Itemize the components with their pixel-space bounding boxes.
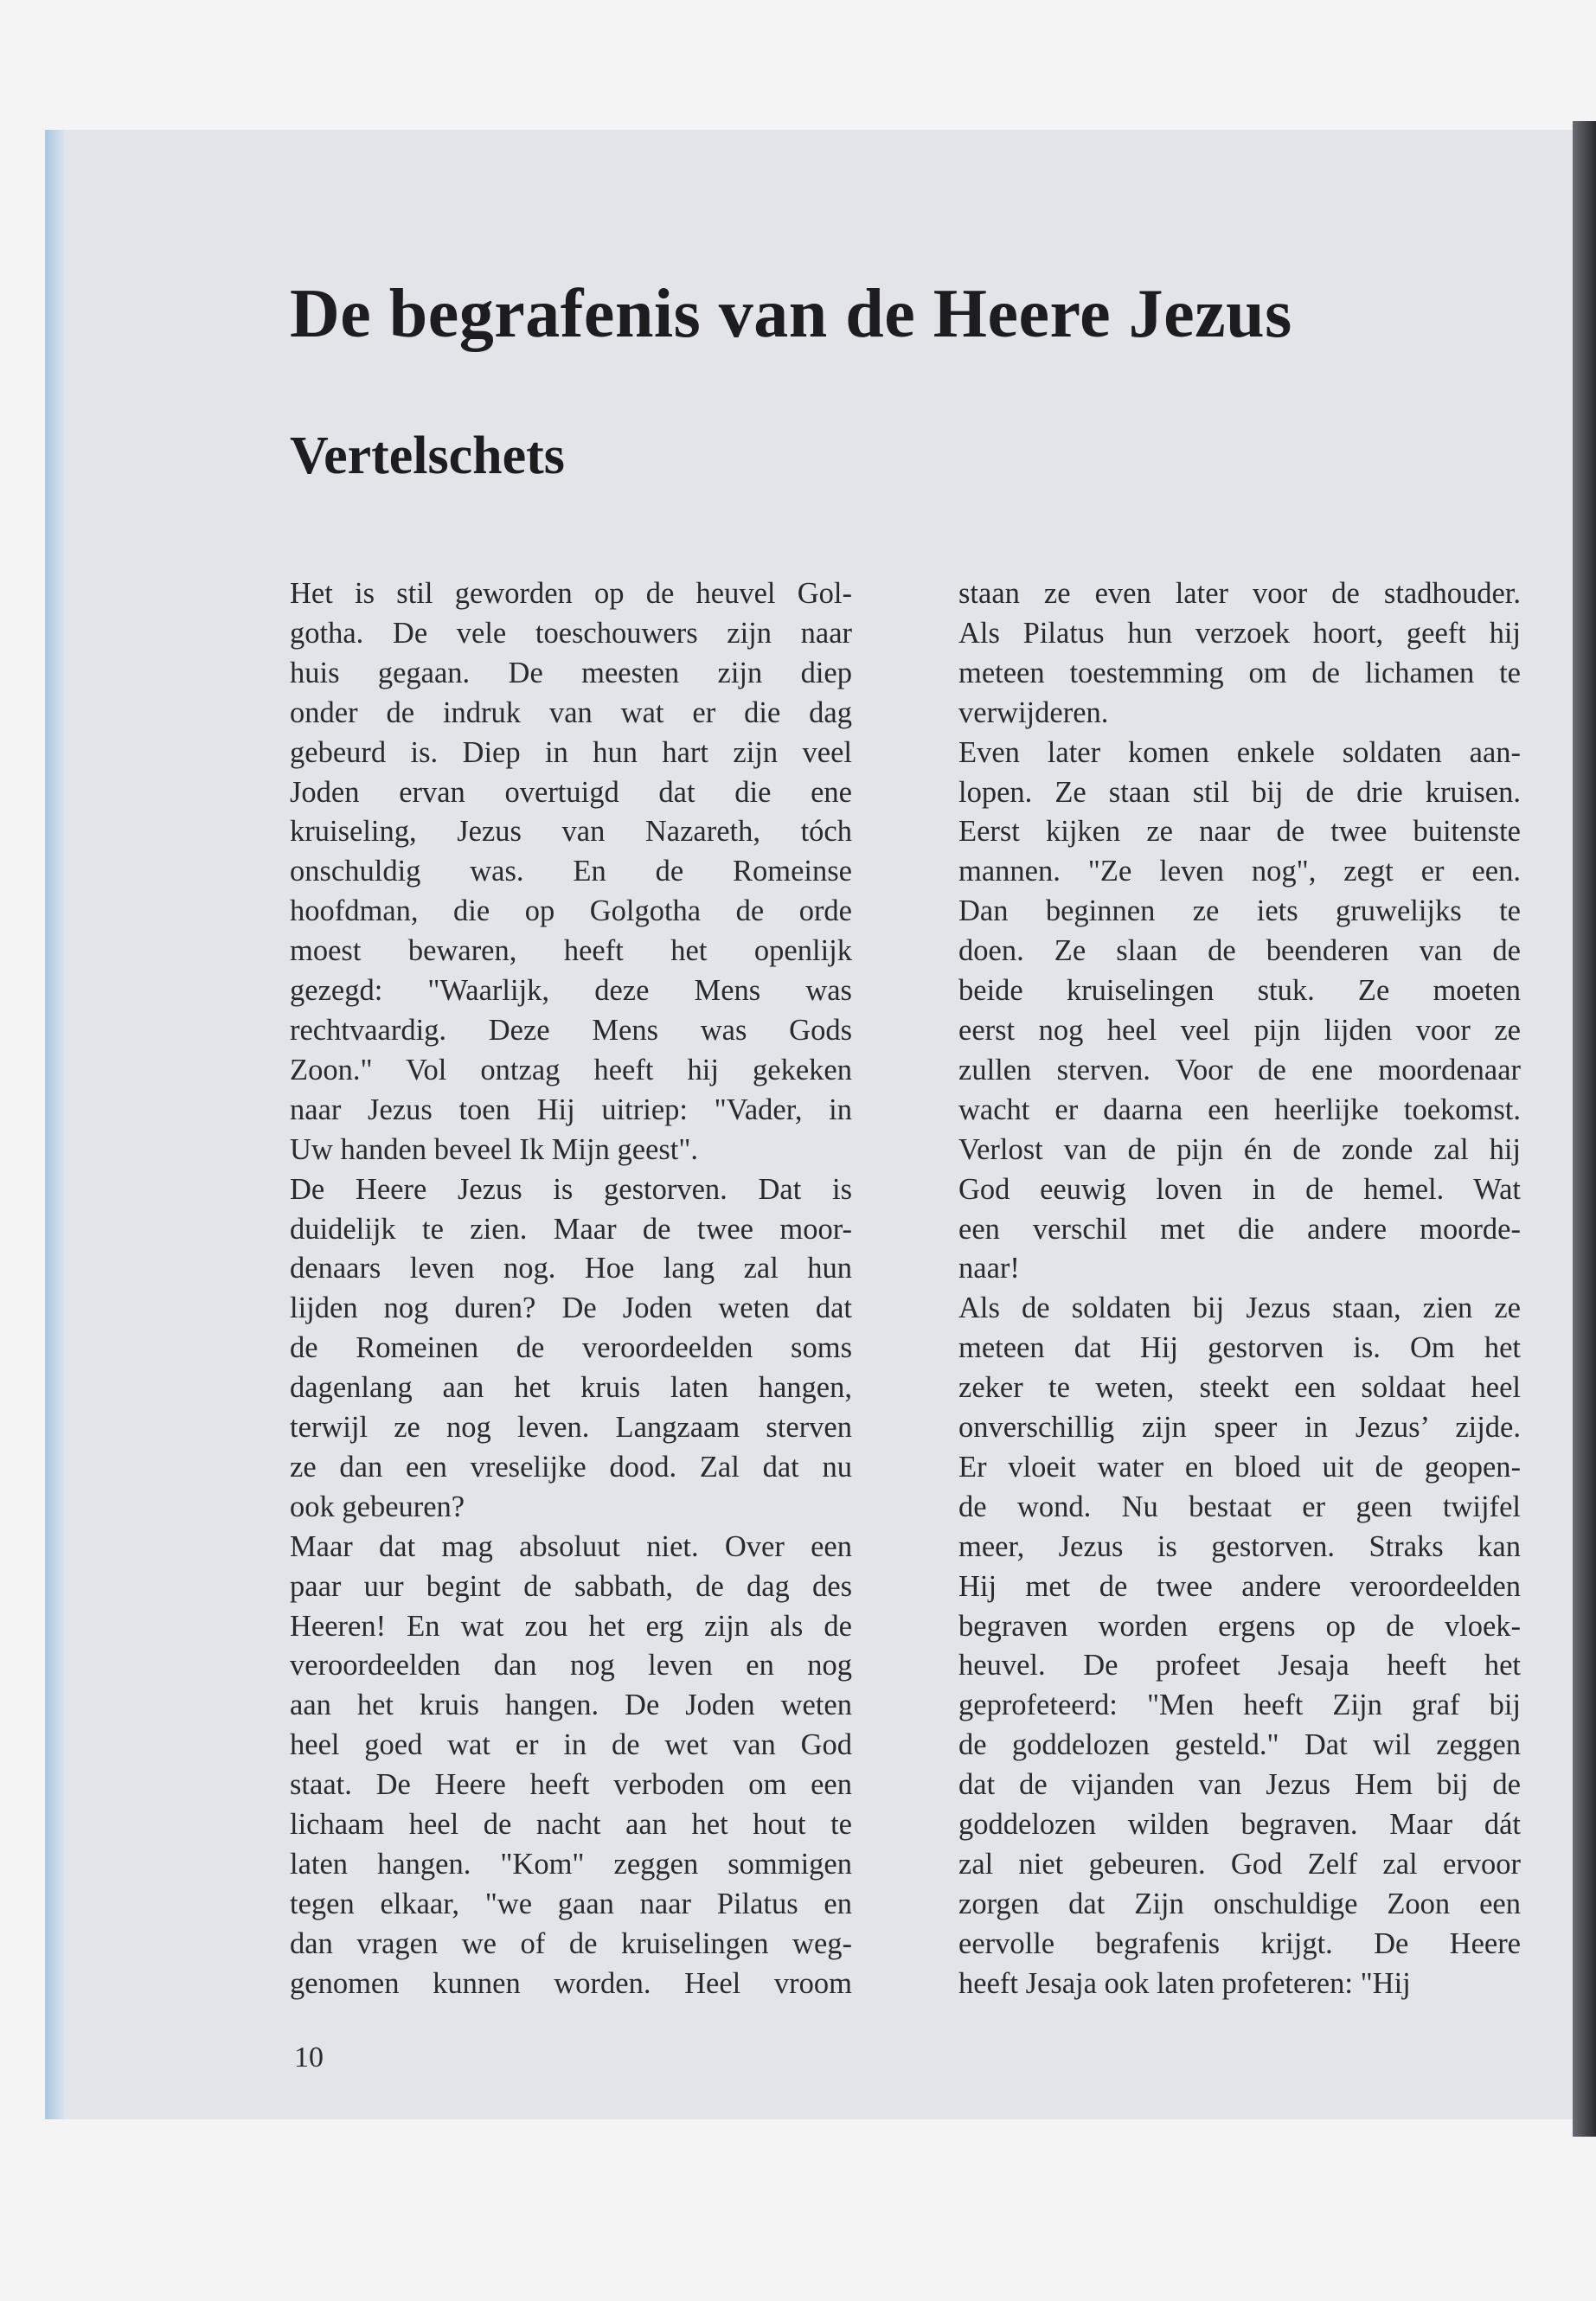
text-line: de wond. Nu bestaat er geen twijfel: [958, 1490, 1521, 1523]
text-line: denaars leven nog. Hoe lang zal hun: [290, 1252, 852, 1285]
text-line: kruiseling, Jezus van Nazareth, tóch: [290, 815, 852, 849]
text-line: gotha. De vele toeschouwers zijn naar: [290, 616, 852, 650]
text-line: Als Pilatus hun verzoek hoort, geeft hij: [958, 616, 1521, 650]
text-line: onschuldig was. En de Romeinse: [290, 855, 852, 888]
text-line: Uw handen beveel Ik Mijn geest".: [290, 1132, 699, 1166]
text-line: Maar dat mag absoluut niet. Over een: [290, 1529, 852, 1563]
paragraph: [958, 1289, 1521, 2003]
text-line: Joden ervan overtuigd dat die ene: [290, 775, 852, 809]
page-edge-right: [1573, 121, 1596, 2137]
text-line: staat. De Heere heeft verboden om een: [290, 1768, 852, 1802]
text-line: staan ze even later voor de stadhouder.: [958, 577, 1521, 610]
text-line: naar Jezus toen Hij uitriep: "Vader, in: [290, 1093, 852, 1126]
text-line: goddelozen wilden begraven. Maar dát: [958, 1808, 1521, 1842]
text-line: onder de indruk van wat er die dag: [290, 695, 852, 729]
text-line: God eeuwig loven in de hemel. Wat: [958, 1172, 1521, 1206]
text-line: heuvel. De profeet Jesaja heeft het: [958, 1649, 1521, 1682]
page-number: 10: [294, 2041, 324, 2073]
text-line: laten hangen. "Kom" zeggen sommigen: [290, 1848, 852, 1881]
text-line: heel goed wat er in de wet van God: [290, 1728, 852, 1762]
page-edge-left: [45, 130, 64, 2119]
text-line: Verlost van de pijn én de zonde zal hij: [958, 1132, 1521, 1166]
paragraph: [958, 734, 1521, 1290]
text-line: de Romeinen de veroordeelden soms: [290, 1331, 852, 1365]
text-line: ook gebeuren?: [290, 1490, 465, 1523]
text-line: mannen. "Ze leven nog", zegt er een.: [958, 855, 1521, 888]
text-line: tegen elkaar, "we gaan naar Pilatus en: [290, 1887, 852, 1920]
text-line: Heeren! En wat zou het erg zijn als de: [290, 1609, 852, 1643]
text-line: dat de vijanden van Jezus Hem bij de: [958, 1768, 1521, 1802]
text-column-left: [290, 574, 852, 2004]
text-line: Hij met de twee andere veroordeelden: [958, 1569, 1521, 1603]
text-line: genomen kunnen worden. Heel vroom: [290, 1966, 852, 2000]
text-line: naar!: [958, 1252, 1020, 1285]
text-line: huis gegaan. De meesten zijn diep: [290, 656, 852, 689]
text-line: Dan beginnen ze iets gruwelijks te: [958, 894, 1521, 928]
text-line: heeft Jesaja ook laten profeteren: "Hij: [958, 1966, 1411, 2000]
text-line: eerst nog heel veel pijn lijden voor ze: [958, 1013, 1521, 1047]
text-line: aan het kruis hangen. De Joden weten: [290, 1689, 852, 1722]
text-line: Er vloeit water en bloed uit de geopen-: [958, 1450, 1521, 1484]
text-line: onverschillig zijn speer in Jezus’ zijde.: [958, 1411, 1521, 1445]
page-title: De begrafenis van de Heere Jezus: [290, 276, 1292, 352]
text-line: zullen sterven. Voor de ene moordenaar: [958, 1053, 1521, 1086]
section-heading: Vertelschets: [290, 426, 565, 485]
text-line: dagenlang aan het kruis laten hangen,: [290, 1371, 852, 1405]
text-line: moest bewaren, heeft het openlijk: [290, 934, 852, 968]
text-line: meer, Jezus is gestorven. Straks kan: [958, 1529, 1521, 1563]
text-line: lijden nog duren? De Joden weten dat: [290, 1292, 852, 1325]
text-line: beide kruiselingen stuk. Ze moeten: [958, 974, 1521, 1008]
text-line: meteen dat Hij gestorven is. Om het: [958, 1331, 1521, 1365]
text-line: wacht er daarna een heerlijke toekomst.: [958, 1093, 1521, 1126]
text-line: Het is stil geworden op de heuvel Gol-: [290, 577, 852, 610]
text-line: De Heere Jezus is gestorven. Dat is: [290, 1172, 852, 1206]
text-line: de goddelozen gesteld." Dat wil zeggen: [958, 1728, 1521, 1762]
text-column-right: [958, 574, 1521, 2004]
text-line: dan vragen we of de kruiselingen weg-: [290, 1926, 852, 1960]
text-line: zeker te weten, steekt een soldaat heel: [958, 1371, 1521, 1405]
text-line: Zoon." Vol ontzag heeft hij gekeken: [290, 1053, 852, 1086]
text-line: een verschil met die andere moorde-: [958, 1212, 1521, 1246]
text-line: paar uur begint de sabbath, de dag des: [290, 1569, 852, 1603]
text-line: eervolle begrafenis krijgt. De Heere: [958, 1926, 1521, 1960]
text-line: begraven worden ergens op de vloek-: [958, 1609, 1521, 1643]
text-line: zal niet gebeuren. God Zelf zal ervoor: [958, 1848, 1521, 1881]
text-line: zorgen dat Zijn onschuldige Zoon een: [958, 1887, 1521, 1920]
text-line: gezegd: "Waarlijk, deze Mens was: [290, 974, 852, 1008]
paragraph: [290, 1170, 852, 1528]
text-line: veroordeelden dan nog leven en nog: [290, 1649, 852, 1682]
paragraph: [290, 574, 852, 1170]
text-line: meteen toestemming om de lichamen te: [958, 656, 1521, 689]
text-line: Eerst kijken ze naar de twee buitenste: [958, 815, 1521, 849]
text-line: lichaam heel de nacht aan het hout te: [290, 1808, 852, 1842]
text-line: verwijderen.: [958, 695, 1109, 729]
text-line: geprofeteerd: "Men heeft Zijn graf bij: [958, 1689, 1521, 1722]
text-line: lopen. Ze staan stil bij de drie kruisen.: [958, 775, 1521, 809]
text-line: duidelijk te zien. Maar de twee moor-: [290, 1212, 852, 1246]
text-line: Als de soldaten bij Jezus staan, zien ze: [958, 1292, 1521, 1325]
text-line: gebeurd is. Diep in hun hart zijn veel: [290, 735, 852, 769]
text-line: Even later komen enkele soldaten aan-: [958, 735, 1521, 769]
text-line: ze dan een vreselijke dood. Zal dat nu: [290, 1450, 852, 1484]
paragraph: [958, 574, 1521, 734]
text-line: rechtvaardig. Deze Mens was Gods: [290, 1013, 852, 1047]
text-line: terwijl ze nog leven. Langzaam sterven: [290, 1411, 852, 1445]
paragraph: [290, 1528, 852, 2004]
text-line: hoofdman, die op Golgotha de orde: [290, 894, 852, 928]
text-line: doen. Ze slaan de beenderen van de: [958, 934, 1521, 968]
